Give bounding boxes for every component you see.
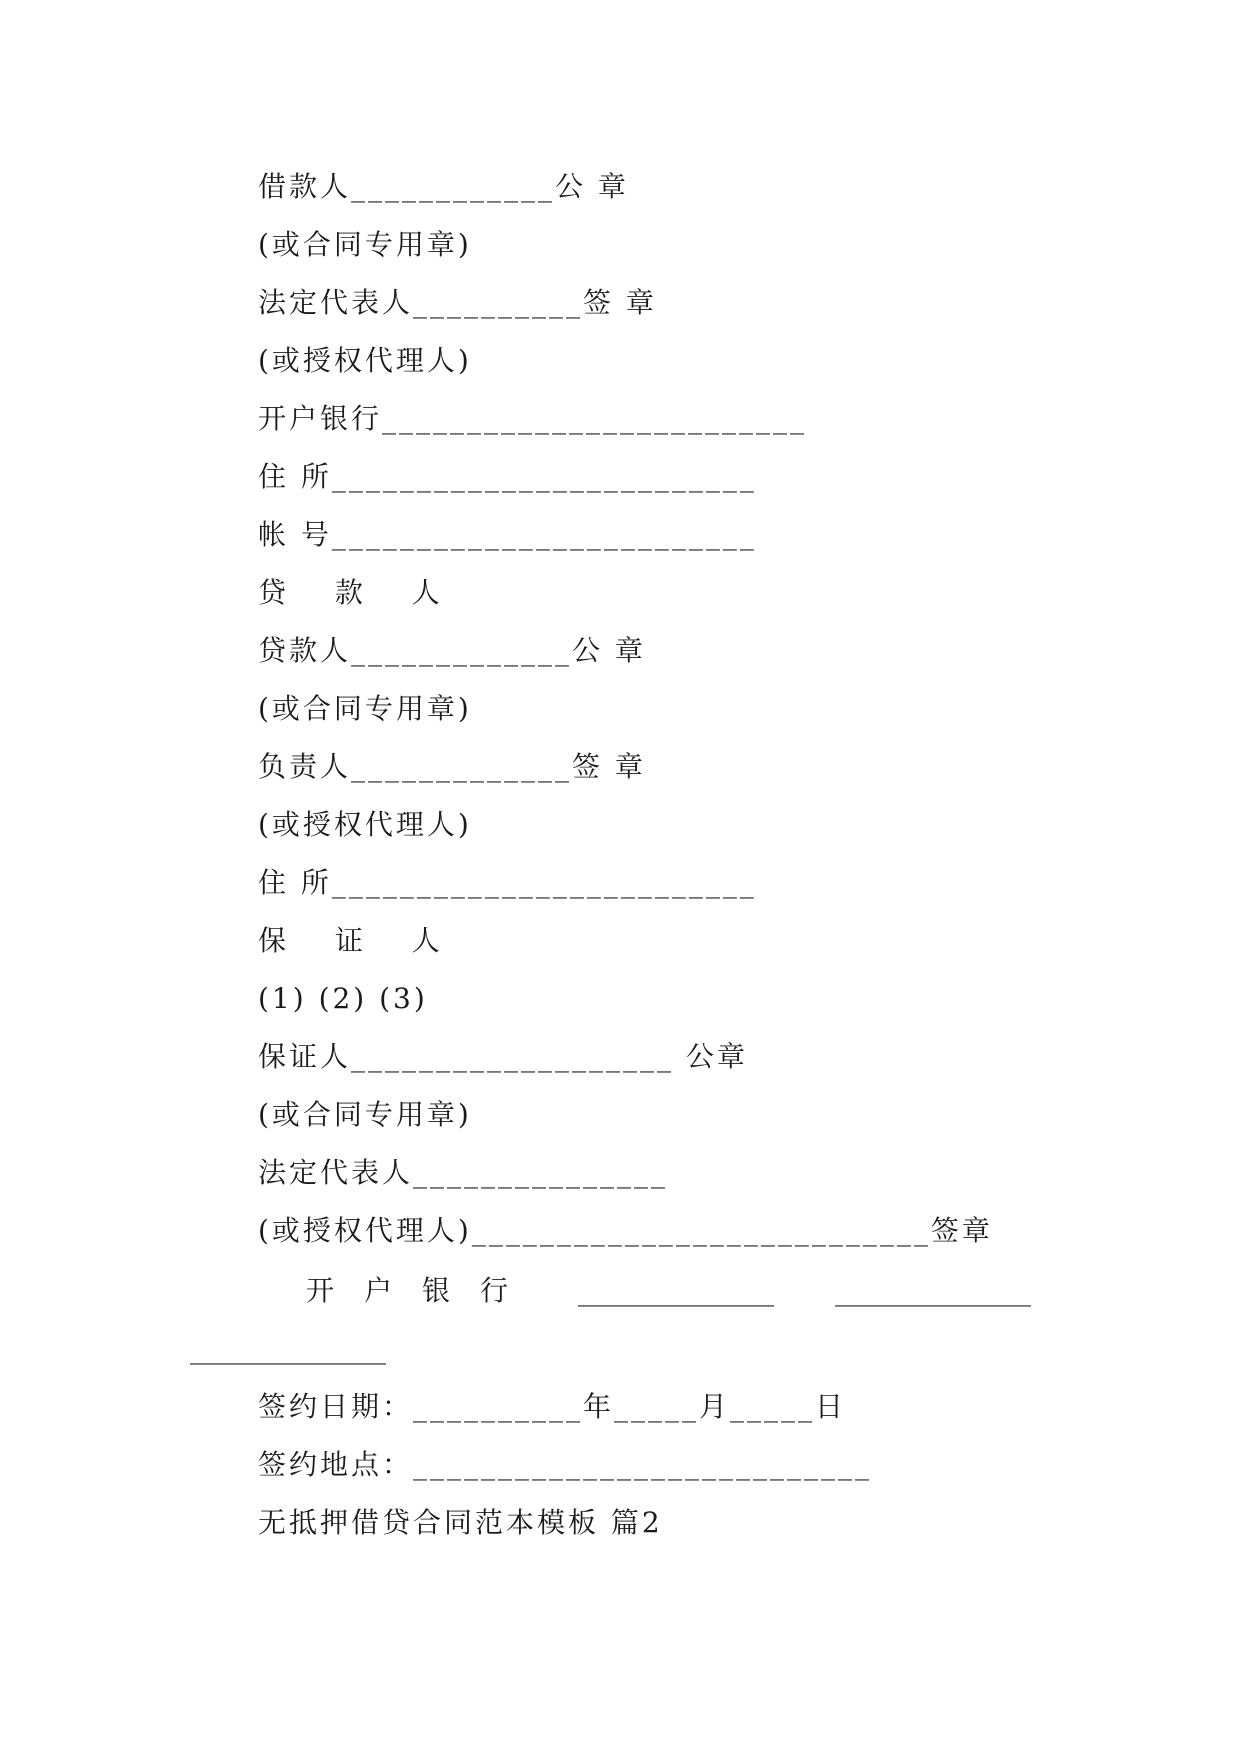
guarantor-bank-label: 开户银行	[306, 1274, 539, 1307]
guarantor-heading: 保 证 人	[258, 924, 460, 957]
borrower-account-line: 帐 号_________________________	[258, 518, 757, 551]
guarantor-representative-line: 法定代表人_______________	[258, 1156, 669, 1189]
guarantor-seal-alt: (或合同专用章)	[258, 1098, 472, 1131]
borrower-address-line: 住 所_________________________	[258, 460, 757, 493]
borrower-representative-line: 法定代表人__________签 章	[258, 286, 657, 319]
lender-head-line: 负责人_____________签 章	[258, 750, 646, 783]
lender-seal-alt: (或合同专用章)	[258, 692, 472, 725]
next-section-title: 无抵押借贷合同范本模板 篇2	[258, 1506, 663, 1539]
guarantor-bank-row	[258, 1262, 1138, 1320]
lender-seal-line: 贷款人_____________公 章	[258, 634, 646, 667]
guarantor-bank-blank-continued: ______________	[190, 1332, 386, 1365]
lender-address-line: 住 所_________________________	[258, 866, 757, 899]
signing-date-line: 签约日期：__________年_____月_____日	[258, 1390, 847, 1423]
lender-heading: 贷 款 人	[258, 576, 460, 609]
borrower-seal-line: 借款人____________公 章	[258, 170, 629, 203]
signing-block	[258, 1378, 1158, 1552]
borrower-seal-alt: (或合同专用章)	[258, 228, 472, 261]
guarantor-agent-line: (或授权代理人)___________________________签章	[258, 1214, 993, 1247]
lender-head-alt: (或授权代理人)	[258, 808, 472, 841]
guarantor-bank-blank: ______________	[578, 1274, 774, 1307]
signing-place-line: 签约地点：___________________________	[258, 1448, 873, 1481]
borrower-bank-line: 开户银行_________________________	[258, 402, 808, 435]
borrower-representative-alt: (或授权代理人)	[258, 344, 472, 377]
signature-block	[258, 158, 1158, 1260]
guarantor-bank-blank: ______________	[835, 1274, 1031, 1307]
guarantor-numbers: (1) (2) (3)	[258, 982, 428, 1015]
guarantor-seal-line: 保证人___________________ 公章	[258, 1040, 748, 1073]
